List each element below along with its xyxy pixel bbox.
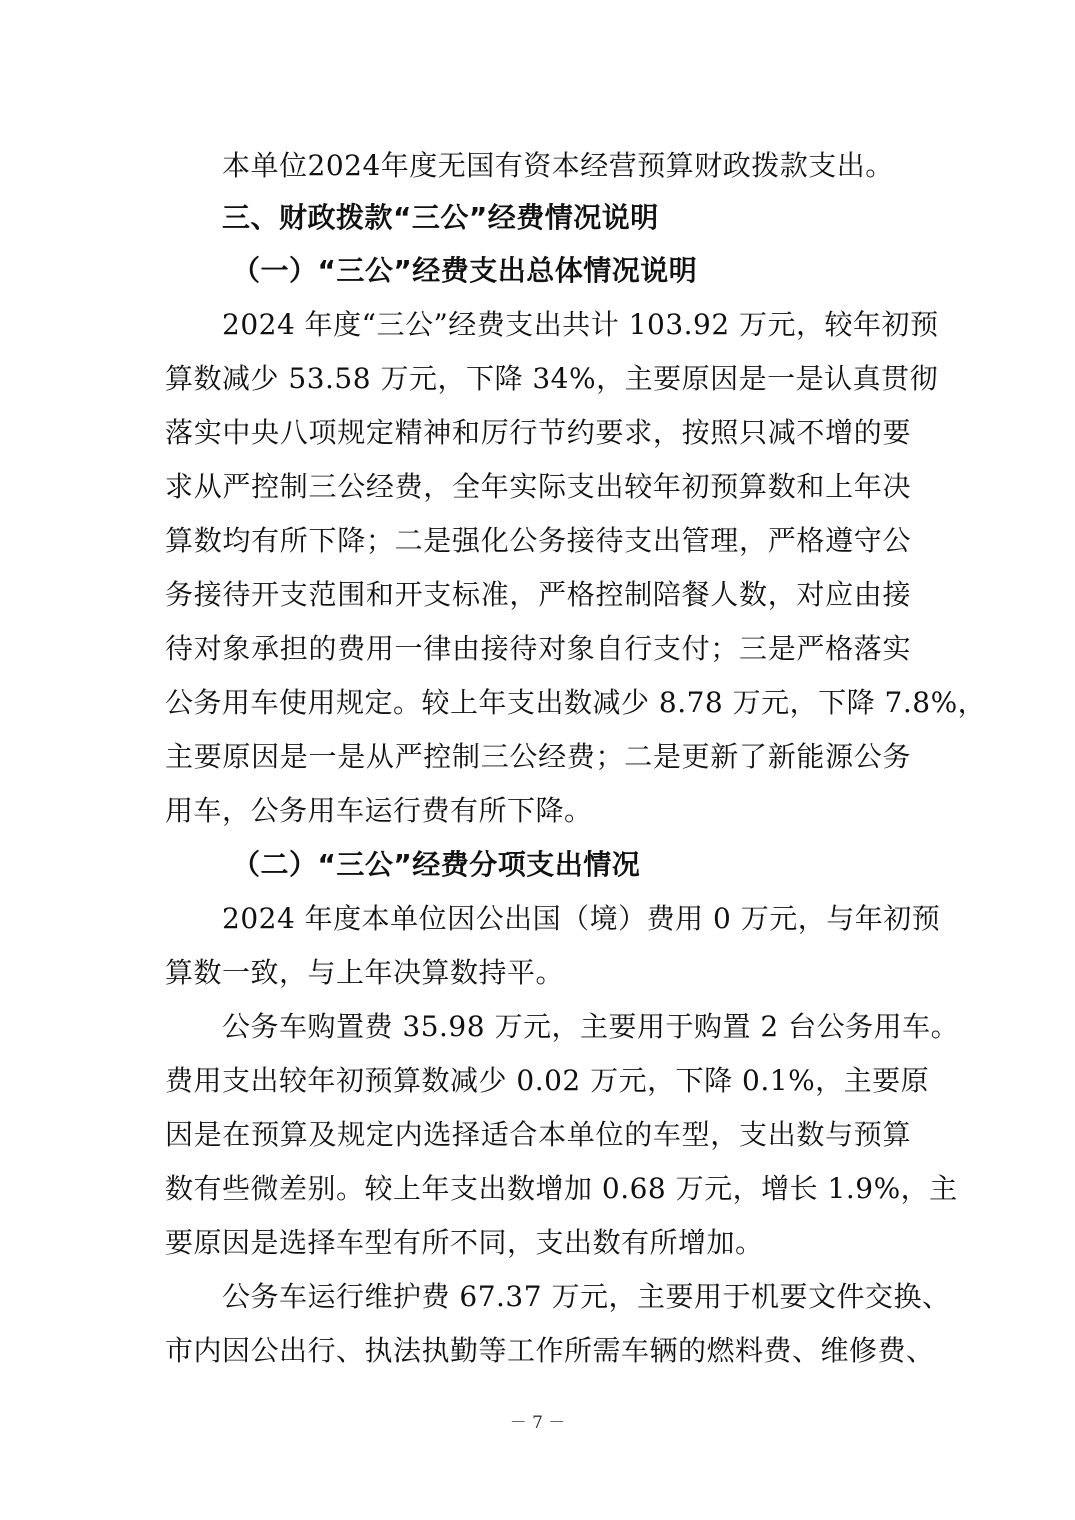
paragraph-line: 算数一致，与上年决算数持平。 [165, 956, 565, 989]
paragraph-line: 主要原因是一是从严控制三公经费；二是更新了新能源公务 [165, 740, 911, 773]
paragraph-line: 2024 年度“三公”经费支出共计 103.92 万元，较年初预 [222, 308, 939, 341]
paragraph-line: 2024 年度本单位因公出国（境）费用 0 万元，与年初预 [222, 902, 941, 935]
paragraph-line: 算数减少 53.58 万元，下降 34%，主要原因是一是认真贯彻 [165, 362, 939, 395]
subsection-heading: （二）“三公”经费分项支出情况 [232, 848, 641, 881]
paragraph-line: 务接待开支范围和开支标准，严格控制陪餐人数，对应由接 [165, 578, 911, 611]
paragraph-line: 落实中央八项规定精神和厉行节约要求，按照只减不增的要 [165, 416, 911, 449]
subsection-heading: （一）“三公”经费支出总体情况说明 [232, 254, 698, 287]
page-number: － 7 － [509, 1413, 566, 1433]
paragraph-line: 公务车运行维护费 67.37 万元，主要用于机要文件交换、 [222, 1280, 951, 1313]
paragraph-line: 要原因是选择车型有所不同，支出数有所增加。 [165, 1226, 764, 1259]
section-heading: 三、财政拨款“三公”经费情况说明 [222, 201, 659, 234]
paragraph-line: 数有些微差别。较上年支出数增加 0.68 万元，增长 1.9%，主 [165, 1172, 958, 1205]
paragraph-line: 用车，公务用车运行费有所下降。 [165, 794, 593, 827]
paragraph-line: 因是在预算及规定内选择适合本单位的车型，支出数与预算 [165, 1118, 911, 1151]
paragraph-line: 公务车购置费 35.98 万元，主要用于购置 2 台公务用车。 [222, 1010, 960, 1043]
paragraph-line: 算数均有所下降；二是强化公务接待支出管理，严格遵守公 [165, 524, 911, 557]
paragraph-line: 待对象承担的费用一律由接待对象自行支付；三是严格落实 [165, 632, 911, 665]
paragraph-line: 本单位2024年度无国有资本经营预算财政拨款支出。 [222, 149, 894, 182]
paragraph-line: 公务用车使用规定。较上年支出数减少 8.78 万元，下降 7.8%， [165, 686, 987, 719]
paragraph-line: 费用支出较年初预算数减少 0.02 万元，下降 0.1%，主要原 [165, 1064, 930, 1097]
paragraph-line: 求从严控制三公经费，全年实际支出较年初预算数和上年决 [165, 470, 911, 503]
paragraph-line: 市内因公出行、执法执勤等工作所需车辆的燃料费、维修费、 [165, 1334, 935, 1367]
